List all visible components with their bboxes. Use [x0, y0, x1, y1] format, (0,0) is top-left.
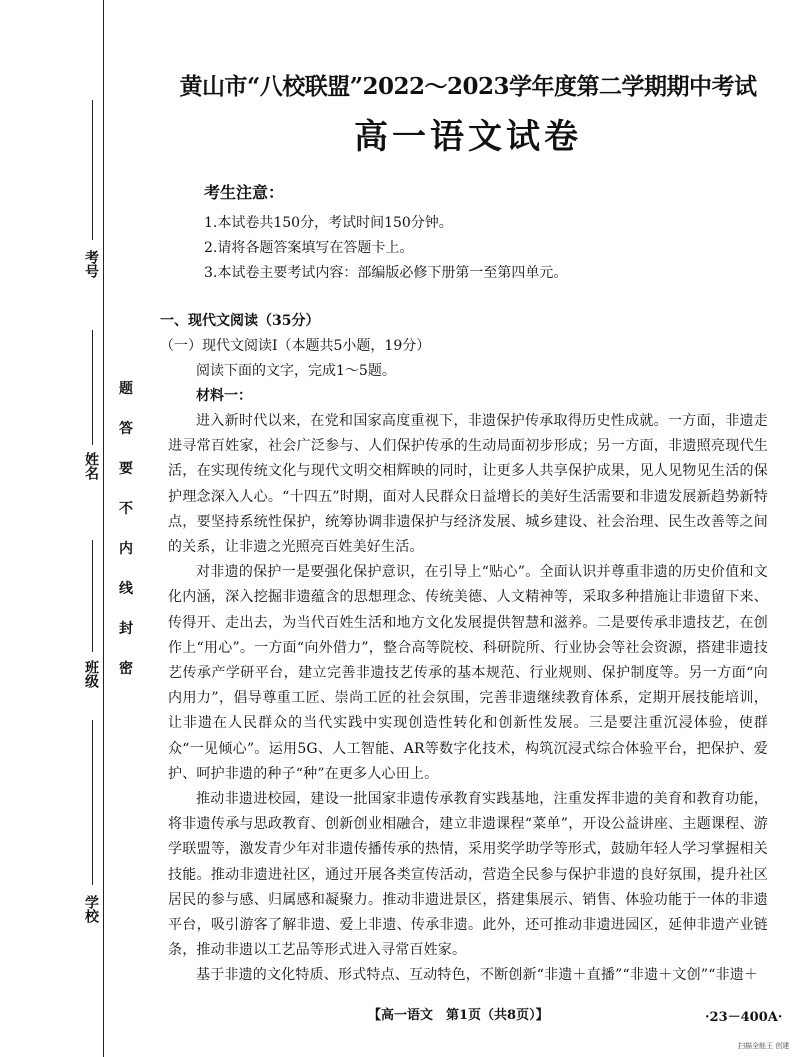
subsection-heading: （一）现代文阅读Ⅰ（本题共5小题，19分）	[160, 338, 431, 354]
class-label: 班级	[83, 660, 99, 688]
class-line	[92, 540, 93, 652]
name-line	[92, 330, 93, 445]
seal-char: 密	[119, 661, 133, 677]
material-label: 材料一：	[196, 388, 252, 404]
seal-char: 题	[119, 381, 133, 397]
seal-char: 内	[119, 541, 133, 557]
school-line	[92, 720, 93, 885]
notice-item: 1.本试卷共150分，考试时间150分钟。	[204, 215, 453, 231]
seal-char: 不	[119, 501, 133, 517]
seal-warning	[118, 378, 134, 698]
notice-item: 3.本试卷主要考试内容：部编版必修下册第一至第四单元。	[204, 265, 568, 281]
page-footer	[0, 1004, 794, 1028]
seal-char: 答	[119, 421, 133, 437]
scanner-watermark: 扫描全能王 创建	[738, 1042, 790, 1050]
notice-item: 2.请将各题答案填写在答题卡上。	[204, 240, 414, 256]
page-number: 【高一语文 第1页（共8页）】	[368, 1008, 549, 1023]
seal-char: 线	[119, 581, 133, 597]
paragraph: 进入新时代以来，在党和国家高度重视下，非遗保护传承取得历史性成就。一方面，非遗走进寻常百姓家，社会广泛参与、人们保护传承的生动局面初步形成；另一方面，非遗照亮现代生活，在实现传统文化与现代文明交相辉映的同时，让更多人共享保护成果，见人见物见生活的保护理念深入人心。“十四五”时期，面对人民群众日益增长的美好生活需要和非遗发展新趋势新特点，要坚持系统性保护，统筹协调非遗保护与经济发展、城乡建设、社会治理、民生改善等之间的关系，让非遗之光照亮百姓美好生活。	[168, 413, 768, 556]
exam-number-line	[92, 100, 93, 240]
paragraph: 对非遗的保护一是要强化保护意识，在引导上“贴心”。全面认识并尊重非遗的历史价值和文化内涵，深入挖掘非遗蕴含的思想理念、传统美德、人文精神等，采取多种措施让非遗留下来、传得开、走出去，为当代百姓生活和地方文化发展提供智慧和滋养。二是要传承非遗技艺，在创作上“用心”。一方面“向外借力”，整合高等院校、科研院所、行业协会等社会资源，搭建非遗技艺传承产学研平台，建立完善非遗技艺传承的基本规范、行业规则、保护制度等。另一方面“向内用力”，倡导尊重工匠、崇尚工匠的社会氛围，完善非遗继续教育体系，定期开展技能培训，让非遗在人民群众的当代实践中实现创造性转化和创新性发展。三是要注重沉浸体验，使群众“一见倾心”。运用5G、人工智能、AR等数字化技术，构筑沉浸式综合体验平台，把保护、爱护、呵护非遗的种子“种”在更多人心田上。	[168, 564, 768, 782]
paper-title: 高一语文试卷	[354, 117, 582, 157]
exam-title: 黄山市“八校联盟”2022～2023学年度第二学期期中考试	[179, 73, 757, 100]
binding-line	[103, 0, 104, 1057]
exam-number-label: 考号	[83, 250, 99, 278]
candidate-notice	[204, 180, 768, 286]
section-heading: 一、现代文阅读（35分）	[160, 313, 320, 329]
name-label: 姓名	[83, 452, 99, 480]
school-label: 学校	[83, 895, 99, 923]
seal-char: 要	[119, 461, 133, 477]
reading-instruction: 阅读下面的文字，完成1～5题。	[196, 363, 396, 379]
notice-heading: 考生注意：	[204, 183, 285, 202]
seal-char: 封	[119, 621, 133, 637]
paper-code: ·23－400A·	[705, 1010, 783, 1025]
paragraph: 推动非遗进校园，建设一批国家非遗传承教育实践基地，注重发挥非遗的美育和教育功能，将非遗传承与思政教育、创新创业相融合，建立非遗课程“菜单”，开设公益讲座、主题课程、游学联盟等，激发青少年对非遗传播传承的热情，采用奖学助学等形式，鼓励年轻人学习掌握相关技能。推动非遗进社区，通过开展各类宣传活动，营造全民参与保护非遗的良好氛围，提升社区居民的参与感、归属感和凝聚力。推动非遗进景区，搭建集展示、销售、体验功能于一体的非遗平台，吸引游客了解非遗、爱上非遗、传承非遗。此外，还可推动非遗进园区，延伸非遗产业链条，推动非遗以工艺品等形式进入寻常百姓家。	[168, 791, 768, 959]
exam-content	[160, 68, 768, 989]
paragraph: 基于非遗的文化特质、形式特点、互动特色，不断创新“非遗＋直播”“非遗＋文创”“非遗＋	[196, 967, 759, 984]
